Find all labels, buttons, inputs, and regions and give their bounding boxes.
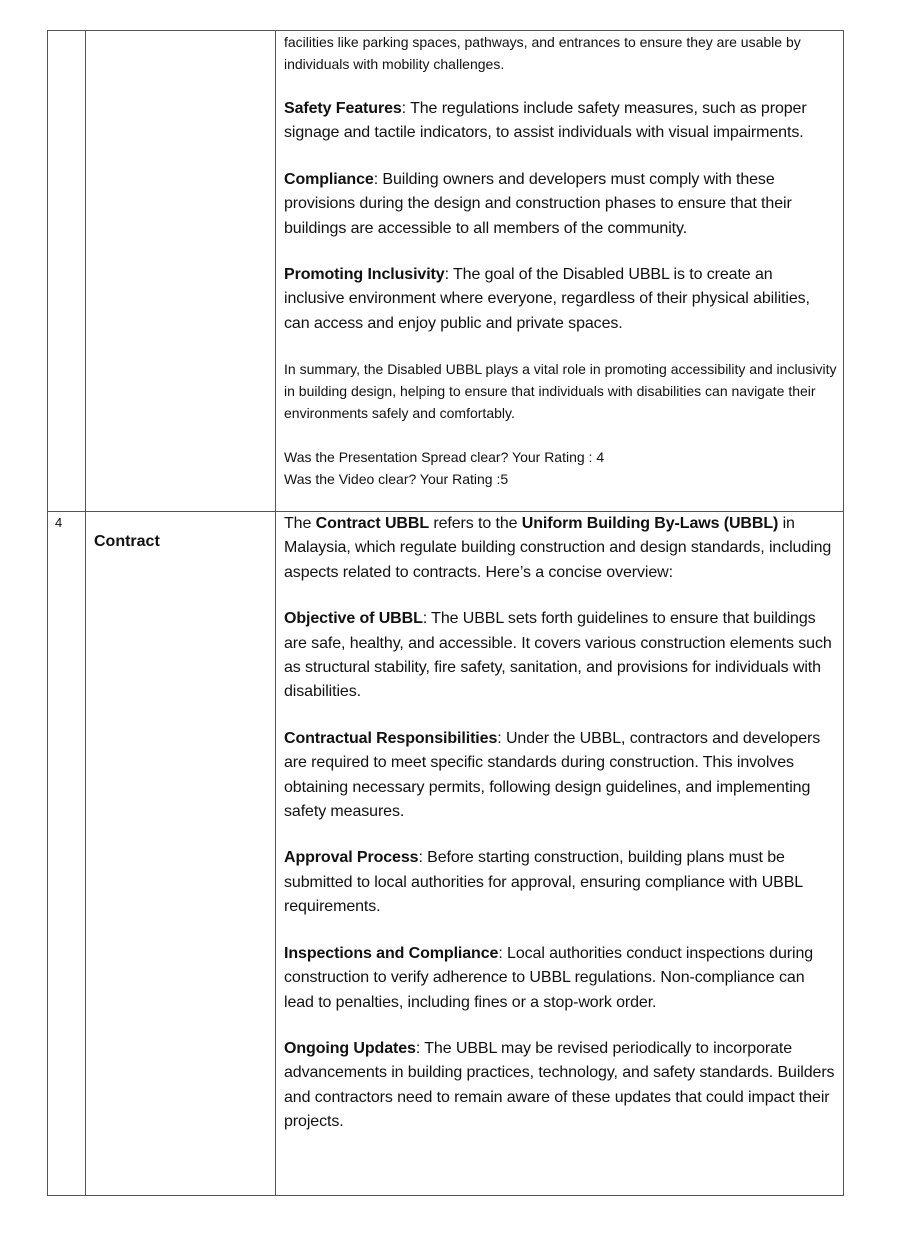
responsibilities-title: Contractual Responsibilities (284, 729, 498, 747)
intro-bold: Contract UBBL (315, 515, 429, 532)
intro-text: The (284, 515, 316, 532)
number-cell (48, 31, 86, 512)
paragraph-safety (284, 97, 837, 146)
approval-title: Approval Process (284, 849, 419, 867)
number-cell (48, 512, 86, 1196)
paragraph-approval (284, 846, 837, 919)
paragraph-intro: facilities like parking spaces, pathways, and entrances to ensure they are usable by individuals with mobility challenges. (284, 34, 801, 72)
intro-bold: Uniform Building By-Laws (UBBL) (521, 515, 779, 532)
topic-cell (86, 31, 276, 512)
paragraph-summary: In summary, the Disabled UBBL plays a vital role in promoting accessibility and inclusivity in building design, helping to ensure that individuals with disabilities can navigate their environments safely and comfortably. (284, 361, 837, 422)
safety-title: Safety Features (284, 100, 402, 117)
row-number: 4 (55, 515, 63, 530)
inspections-title: Inspections and Compliance (284, 944, 499, 962)
paragraph-inclusivity (284, 263, 837, 336)
document-table (47, 30, 844, 1196)
objective-title: Objective of UBBL (284, 610, 423, 628)
updates-title: Ongoing Updates (284, 1039, 416, 1057)
content-cell (276, 31, 844, 512)
compliance-title: Compliance (284, 170, 374, 188)
paragraph-intro (284, 512, 837, 585)
responsibilities-text: : Under the UBBL, contractors and developers are required to meet specific standards during construction. This involves obtaining necessary permits, following design guidelines, and implementing safety measures. (284, 729, 821, 821)
approval-text: : Before starting construction, building plans must be submitted to local authorities for approval, ensuring compliance with UBBL requirements. (284, 849, 803, 916)
table-row (48, 512, 844, 1196)
rating-presentation: Was the Presentation Spread clear? Your Rating : 4 (284, 449, 605, 466)
safety-text: : The regulations include safety measures, such as proper signage and tactile indicators, to assist individuals with visual impairments. (284, 100, 807, 142)
row-topic: Contract (94, 533, 160, 550)
compliance-text: : Building owners and developers must comply with these provisions during the design and construction phases to ensure that their buildings are accessible to all members of the community. (284, 170, 792, 237)
intro-text: refers to the (429, 515, 522, 532)
paragraph-updates (284, 1037, 837, 1135)
inclusivity-title: Promoting Inclusivity (284, 266, 445, 284)
topic-cell (86, 512, 276, 1196)
rating-video: Was the Video clear? Your Rating :5 (284, 471, 509, 488)
paragraph-responsibilities (284, 727, 837, 825)
inclusivity-text: : The goal of the Disabled UBBL is to create an inclusive environment where everyone, regardless of their physical abilities, can access and enjoy public and private spaces. (284, 266, 810, 332)
paragraph-compliance (284, 168, 837, 241)
updates-text: : The UBBL may be revised periodically to incorporate advancements in building practices, technology, and safety standards. Builders and contractors need to remain aware of these updates that could impact their projects. (284, 1039, 835, 1131)
intro-text: in Malaysia, which regulate building construction and design standards, including aspects related to contracts. Here’s a concise overview: (284, 515, 832, 581)
objective-text: : The UBBL sets forth guidelines to ensure that buildings are safe, healthy, and accessible. It covers various construction elements such as structural stability, fire safety, sanitation, and provisions for individuals with disabilities. (284, 610, 832, 701)
content-cell (276, 512, 844, 1196)
paragraph-inspections (284, 942, 837, 1015)
paragraph-objective (284, 607, 837, 705)
table-row (48, 31, 844, 512)
inspections-text: : Local authorities conduct inspections during construction to verify adherence to UBBL regulations. Non-compliance can lead to penalties, including fines or a stop-work order. (284, 944, 814, 1011)
